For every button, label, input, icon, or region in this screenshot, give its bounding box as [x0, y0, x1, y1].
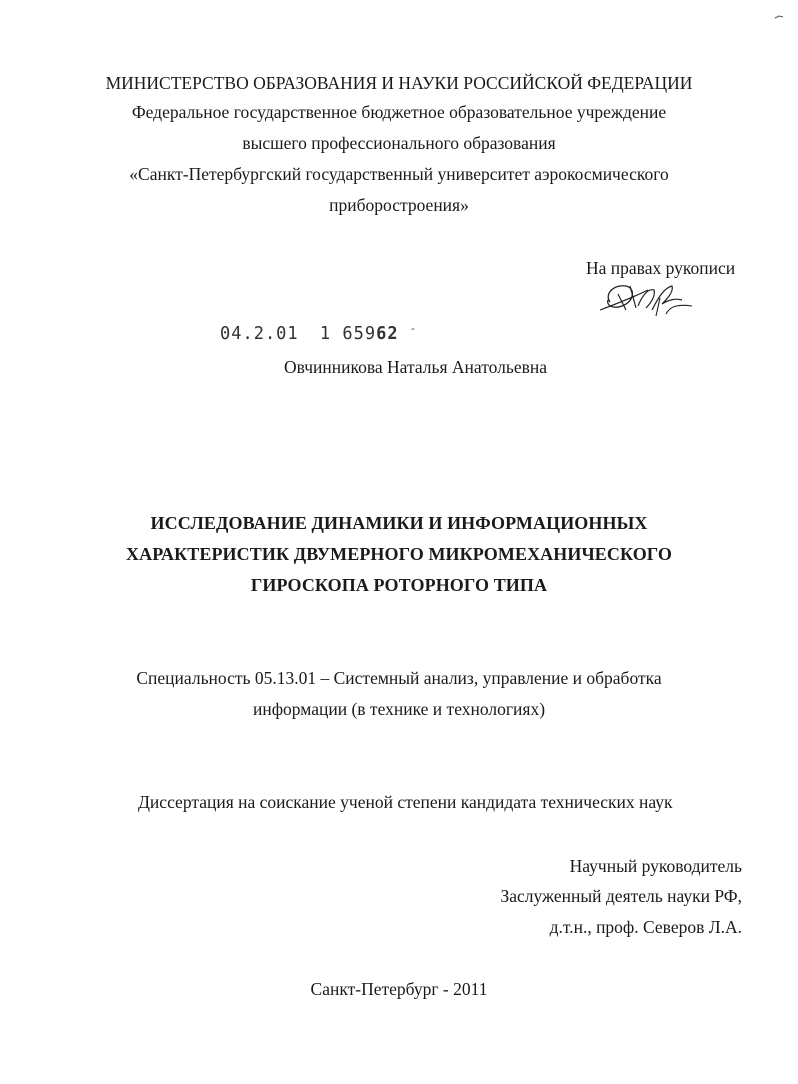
specialty-line-1: Специальность 05.13.01 – Системный анализ, управление и обработка [136, 668, 662, 688]
corner-mark [774, 14, 784, 20]
stamp-number-end: 62 [376, 323, 399, 345]
archive-stamp [220, 324, 417, 345]
supervisor-line-3: д.т.н., проф. Северов Л.А. [549, 917, 742, 937]
title-line-2: ХАРАКТЕРИСТИК ДВУМЕРНОГО МИКРОМЕХАНИЧЕСКОГО [126, 544, 672, 564]
university-line-1: «Санкт-Петербургский государственный университет аэрокосмического [129, 164, 669, 184]
manuscript-note: На правах рукописи [586, 258, 736, 278]
title-line-3: ГИРОСКОПА РОТОРНОГО ТИПА [250, 575, 548, 595]
ministry-line: МИНИСТЕРСТВО ОБРАЗОВАНИЯ И НАУКИ РОССИЙСКОЙ ФЕДЕРАЦИИ [105, 73, 693, 93]
author-name: Овчинникова Наталья Анатольевна [284, 357, 548, 377]
dissertation-degree: Диссертация на соискание ученой степени кандидата технических наук [138, 792, 673, 812]
stamp-date: 04.2.01 [220, 323, 299, 345]
city-year: Санкт-Петербург - 2011 [310, 979, 488, 999]
specialty-line-2: информации (в технике и технологиях) [252, 699, 546, 719]
supervisor-line-1: Научный руководитель [569, 856, 742, 876]
signature-icon [596, 276, 700, 324]
institution-line-2: высшего профессионального образования [242, 133, 556, 153]
institution-line-1: Федеральное государственное бюджетное образовательное учреждение [131, 102, 667, 122]
stamp-tick-mark: - [409, 323, 417, 336]
university-line-2: приборостроения» [329, 195, 469, 215]
stamp-number: 1 659 [319, 323, 377, 345]
supervisor-line-2: Заслуженный деятель науки РФ, [500, 886, 742, 906]
title-line-1: ИССЛЕДОВАНИЕ ДИНАМИКИ И ИНФОРМАЦИОННЫХ [150, 513, 648, 533]
